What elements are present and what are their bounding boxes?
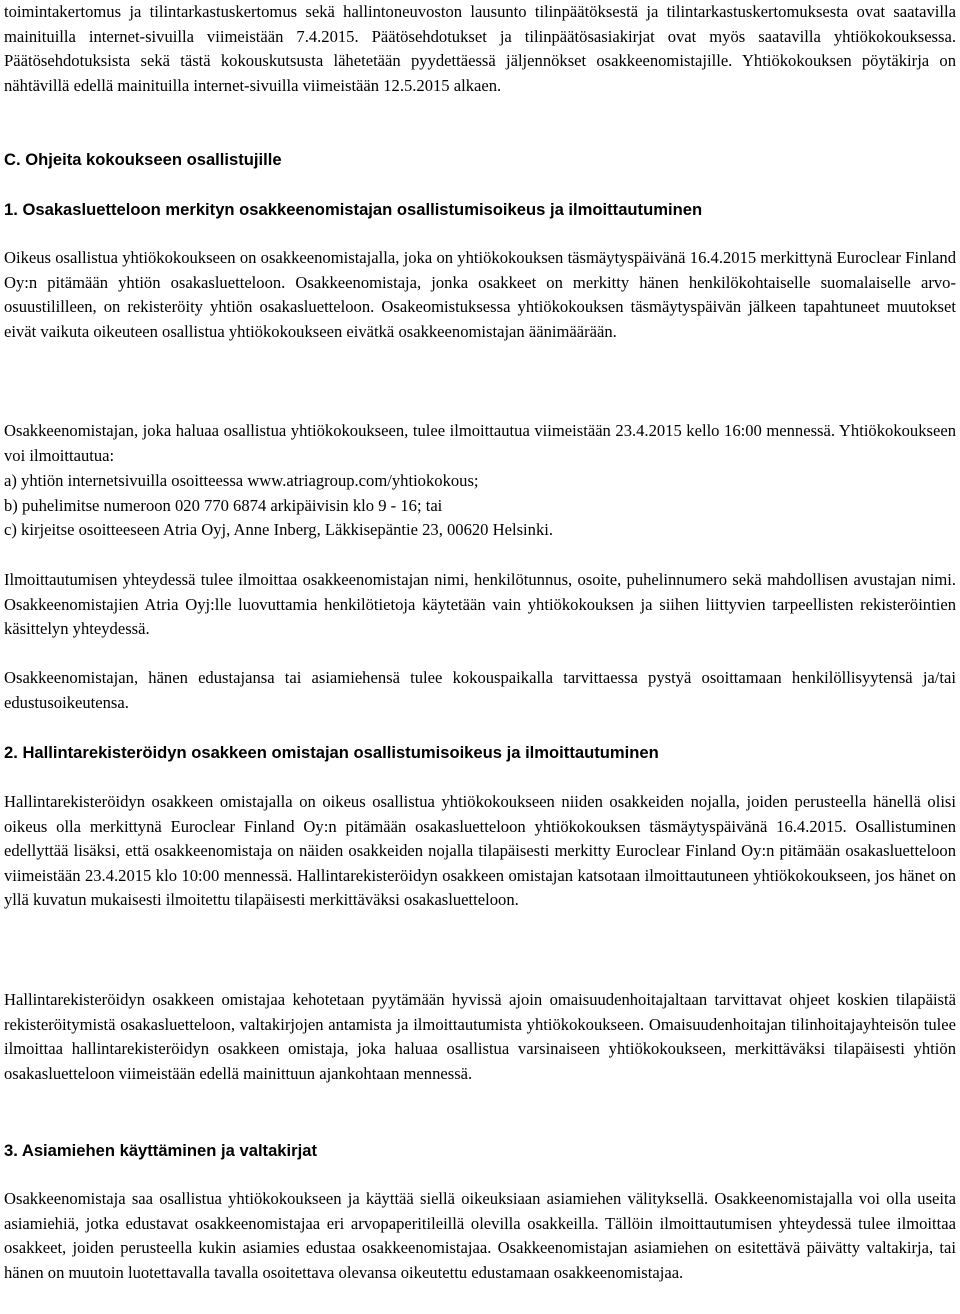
section-c-heading: C. Ohjeita kokoukseen osallistujille xyxy=(4,150,282,169)
registration-options-list xyxy=(4,469,956,543)
section-1-paragraph-4: Osakkeenomistajan, hänen edustajansa tai asiamiehensä tulee kokouspaikalla tarvittaessa pystyä osoittamaan henkilöllisyytensä ja/tai edustusoikeutensa. xyxy=(4,668,956,712)
section-3-heading: 3. Asiamiehen käyttäminen ja valtakirjat xyxy=(4,1141,317,1160)
section-1-paragraph-1: Oikeus osallistua yhtiökokoukseen on osakkeenomistajalla, joka on yhtiökokouksen täsmäytyspäivänä 16.4.2015 merkittynä Euroclear Finland Oy:n pitämään yhtiön osakasluetteloon. Osakkeenomistaja, jonka osakkeet on merkitty hänen henkilökohtaiselle suomalaiselle arvo-osuustililleen, on rekisteröity yhtiön osakasluetteloon. Osakeomistuksessa yhtiökokouksen täsmäytyspäivän jälkeen tapahtuneet muutokset eivät vaikuta oikeuteen osallistua yhtiökokoukseen eivätkä osakkeenomistajan äänimäärään. xyxy=(4,248,956,341)
section-1-paragraph-2: Osakkeenomistajan, joka haluaa osallistua yhtiökokoukseen, tulee ilmoittautua viimeistään 23.4.2015 kello 16:00 mennessä. Yhtiökokoukseen voi ilmoittautua: xyxy=(4,421,956,465)
section-1-heading: 1. Osakasluetteloon merkityn osakkeenomistajan osallistumisoikeus ja ilmoittautuminen xyxy=(4,200,703,219)
registration-option-web: a) yhtiön internetsivuilla osoitteessa www.atriagroup.com/yhtiokokous; xyxy=(4,471,479,490)
section-2-heading: 2. Hallintarekisteröidyn osakkeen omistajan osallistumisoikeus ja ilmoittautuminen xyxy=(4,743,659,762)
intro-paragraph: toimintakertomus ja tilintarkastuskertomus sekä hallintoneuvoston lausunto tilinpäätöksestä ja tilintarkastuskertomuksesta ovat saatavilla mainituilla internet-sivuilla viimeistään 7.4.2015. Päätösehdotukset ja tilinpäätösasiakirjat ovat myös saatavilla yhtiökokouksessa. Päätösehdotuksista sekä tästä kokouskutsusta lähetetään pyydettäessä jäljennökset osakkeenomistajille. Yhtiökokouksen pöytäkirja on nähtävillä edellä mainituilla internet-sivuilla viimeistään 12.5.2015 alkaen. xyxy=(4,2,956,95)
section-1-paragraph-3: Ilmoittautumisen yhteydessä tulee ilmoittaa osakkeenomistajan nimi, henkilötunnus, osoite, puhelinnumero sekä mahdollisen avustajan nimi. Osakkeenomistajien Atria Oyj:lle luovuttamia henkilötietoja käytetään vain yhtiökokouksen ja siihen liittyvien tarpeellisten rekisteröintien käsittelyn yhteydessä. xyxy=(4,570,956,639)
registration-option-phone: b) puhelimitse numeroon 020 770 6874 arkipäivisin klo 9 - 16; tai xyxy=(4,495,443,515)
registration-option-letter: c) kirjeitse osoitteeseen Atria Oyj, Anne Inberg, Läkkisepäntie 23, 00620 Helsinki. xyxy=(4,520,554,540)
section-2-paragraph-2: Hallintarekisteröidyn osakkeen omistajaa kehotetaan pyytämään hyvissä ajoin omaisuudenhoitajaltaan tarvittavat ohjeet koskien tilapäistä rekisteröitymistä osakasluetteloon, valtakirjojen antamista ja ilmoittautumista yhtiökokoukseen. Omaisuudenhoitajan tilinhoitajayhteisön tulee ilmoittaa hallintarekisteröidyn osakkeen omistaja, joka haluaa osallistua varsinaiseen yhtiökokoukseen, merkittäväksi tilapäisesti yhtiön osakasluetteloon viimeistään edellä mainittuun ajankohtaan mennessä. xyxy=(4,990,956,1083)
section-2-paragraph-1: Hallintarekisteröidyn osakkeen omistajalla on oikeus osallistua yhtiökokoukseen niiden osakkeiden nojalla, joiden perusteella hänellä olisi oikeus olla merkittynä Euroclear Finland Oy:n pitämään osakasluetteloon yhtiökokouksen täsmäytyspäivänä 16.4.2015. Osallistuminen edellyttää lisäksi, että osakkeenomistaja on näiden osakkeiden nojalla tilapäisesti merkitty Euroclear Finland Oy:n pitämään osakasluetteloon viimeistään 23.4.2015 klo 10:00 mennessä. Hallintarekisteröidyn osakkeen omistajan katsotaan ilmoittautuneen yhtiökokoukseen, jos hänet on yllä kuvatun mukaisesti ilmoitettu tilapäisesti merkittäväksi osakasluetteloon. xyxy=(4,792,956,910)
section-3-paragraph-1: Osakkeenomistaja saa osallistua yhtiökokoukseen ja käyttää siellä oikeuksiaan asiamiehen välityksellä. Osakkeenomistajalla voi olla useita asiamiehiä, jotka edustavat osakkeenomistajaa eri arvopaperitileillä olevilla osakkeilla. Tällöin ilmoittautumisen yhteydessä tulee ilmoittaa osakkeet, joiden perusteella kukin asiamies edustaa osakkeenomistajaa. Osakkeenomistajan asiamiehen on esitettävä päivätty valtakirja, tai hänen on muutoin luotettavalla tavalla osoitettava olevansa oikeutettu edustamaan osakkeenomistajaa. xyxy=(4,1189,956,1282)
